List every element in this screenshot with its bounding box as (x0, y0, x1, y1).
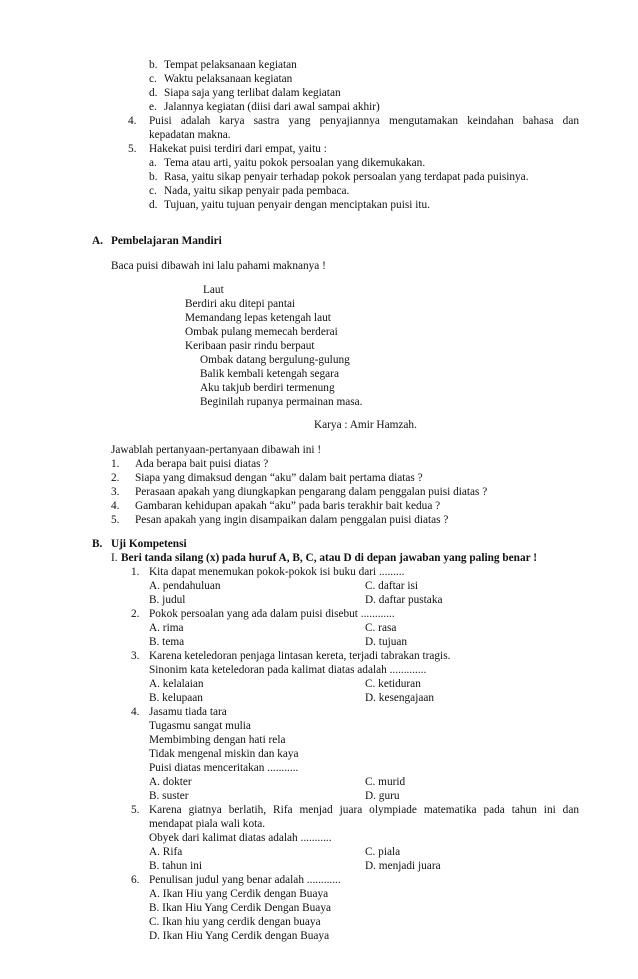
question-number: 2. (131, 608, 140, 620)
question-number: 6. (131, 874, 140, 886)
list-item: Siapa saja yang terlibat dalam kegiatan (164, 87, 341, 99)
list-item: Tema atau arti, yaitu pokok persoalan yang dikemukakan. (164, 157, 426, 169)
list-item: Rasa, yaitu sikap penyair terhadap pokok persoalan yang terdapat pada puisinya. (164, 171, 529, 183)
option-d: D. menjadi juara (365, 860, 441, 872)
list-marker: b. (149, 171, 158, 183)
option-d: D. kesengajaan (365, 692, 435, 704)
list-item: Hakekat puisi terdiri dari empat, yaitu : (149, 143, 327, 155)
list-item: kepadatan makna. (149, 129, 231, 141)
poem-line: Aku takjub berdiri termenung (200, 382, 335, 394)
question-text: Ada berapa bait puisi diatas ? (135, 458, 269, 470)
poem-line: Memandang lepas ketengah laut (185, 312, 331, 324)
poem-line: Ombak datang bergulung-gulung (200, 354, 350, 366)
question-text: Jasamu tiada tara (149, 706, 227, 718)
question-text: Penulisan judul yang benar adalah ............ (149, 874, 341, 886)
question-number: 1. (131, 566, 140, 578)
list-item: Jalannya kegiatan (diisi dari awal sampai akhir) (164, 101, 380, 113)
option-c: C. rasa (365, 622, 397, 634)
poem-line: Balik kembali ketengah segara (200, 368, 339, 380)
poem-line: Ombak pulang memecah berderai (185, 326, 338, 338)
option-b: B. tahun ini (149, 860, 203, 872)
poem-line: Keribaan pasir rindu berpaut (185, 340, 315, 352)
option-c: C. murid (365, 776, 406, 788)
poem-line: Berdiri aku ditepi pantai (185, 298, 296, 310)
option-a: A. Rifa (149, 846, 183, 858)
question-text: Pokok persoalan yang ada dalam puisi disebut ............ (149, 608, 395, 620)
poem-title: Laut (203, 284, 224, 296)
option-b: B. Ikan Hiu Yang Cerdik Dengan Buaya (149, 902, 331, 914)
option-d: D. Ikan Hiu Yang Cerdik dengan Buaya (149, 930, 330, 942)
question-text: Tidak mengenal miskin dan kaya (149, 748, 299, 760)
list-marker: c. (149, 185, 157, 197)
question-text: Obyek dari kalimat diatas adalah ........... (149, 832, 332, 844)
question-number: 5. (111, 514, 120, 526)
question-number: 3. (131, 650, 140, 662)
option-b: B. judul (149, 594, 186, 606)
part-instruction: Beri tanda silang (x) pada huruf A, B, C, atau D di depan jawaban yang paling benar ! (121, 552, 537, 564)
option-d: D. guru (365, 790, 400, 802)
option-b: B. tema (149, 636, 185, 648)
section-letter: B. (92, 538, 103, 550)
list-marker: b. (149, 59, 158, 71)
list-marker: d. (149, 87, 158, 99)
option-c: C. ketiduran (365, 678, 421, 690)
option-b: B. kelupaan (149, 692, 203, 704)
question-text: Membimbing dengan hati rela (149, 734, 286, 746)
list-item: Tujuan, yaitu tujuan penyair dengan menciptakan puisi itu. (164, 199, 430, 211)
question-text: Gambaran kehidupan apakah “aku” pada baris terakhir bait kedua ? (135, 500, 441, 512)
list-item: Waktu pelaksanaan kegiatan (164, 73, 293, 85)
list-item: Tempat pelaksanaan kegiatan (164, 59, 297, 71)
question-text: Karena giatnya berlatih, Rifa menjad juara olympiade matematika pada tahun ini dan (149, 804, 579, 816)
section-intro: Baca puisi dibawah ini lalu pahami maknanya ! (111, 260, 326, 272)
option-c: C. piala (365, 846, 401, 858)
option-c: C. Ikan hiu yang cerdik dengan buaya (149, 916, 321, 928)
option-b: B. suster (149, 790, 189, 802)
question-text: Tugasmu sangat mulia (149, 720, 251, 732)
question-number: 2. (111, 472, 120, 484)
option-a: A. pendahuluan (149, 580, 221, 592)
part-number: I. (111, 552, 118, 564)
question-number: 1. (111, 458, 120, 470)
questions-intro: Jawablah pertanyaan-pertanyaan dibawah ini ! (111, 444, 322, 456)
option-a: A. rima (149, 622, 184, 634)
question-number: 3. (111, 486, 120, 498)
option-d: D. tujuan (365, 636, 408, 648)
list-item: Puisi adalah karya sastra yang penyajiannya mengutamakan keindahan bahasa dan (149, 115, 579, 127)
poem-line: Beginilah rupanya permainan masa. (200, 396, 363, 408)
list-number: 5. (128, 143, 137, 155)
question-number: 4. (111, 500, 120, 512)
question-text: mendapat piala wali kota. (149, 818, 266, 830)
list-marker: d. (149, 199, 158, 211)
option-a: A. Ikan Hiu yang Cerdik dengan Buaya (149, 888, 329, 900)
option-d: D. daftar pustaka (365, 594, 443, 606)
question-text: Siapa yang dimaksud dengan “aku” dalam bait pertama diatas ? (135, 472, 423, 484)
question-text: Puisi diatas menceritakan ........... (149, 762, 299, 774)
question-text: Pesan apakah yang ingin disampaikan dalam penggalan puisi diatas ? (135, 514, 449, 526)
question-number: 4. (131, 706, 140, 718)
list-marker: e. (149, 101, 157, 113)
list-marker: c. (149, 73, 157, 85)
list-marker: a. (149, 157, 157, 169)
section-letter: A. (92, 235, 103, 247)
question-text: Karena keteledoran penjaga lintasan kereta, terjadi tabrakan tragis. (149, 650, 451, 662)
section-title: Uji Kompetensi (111, 538, 187, 550)
section-title: Pembelajaran Mandiri (111, 235, 222, 247)
poem-author: Karya : Amir Hamzah. (314, 419, 417, 431)
question-text: Kita dapat menemukan pokok-pokok isi buku dari ......... (149, 566, 405, 578)
list-item: Nada, yaitu sikap penyair pada pembaca. (164, 185, 350, 197)
list-number: 4. (128, 115, 137, 127)
question-text: Sinonim kata keteledoran pada kalimat diatas adalah ............. (149, 664, 427, 676)
option-a: A. dokter (149, 776, 192, 788)
option-c: C. daftar isi (365, 580, 419, 592)
question-number: 5. (131, 804, 140, 816)
question-text: Perasaan apakah yang diungkapkan pengarang dalam penggalan puisi diatas ? (135, 486, 488, 498)
option-a: A. kelalaian (149, 678, 204, 690)
